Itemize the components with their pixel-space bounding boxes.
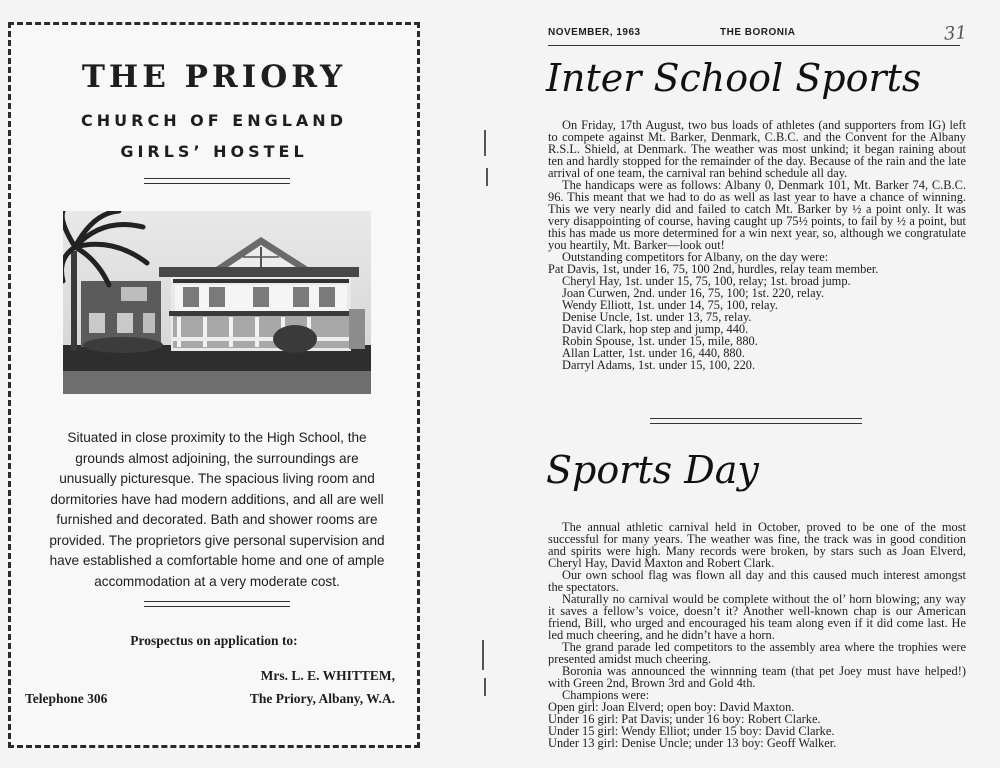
ad-title: THE PRIORY xyxy=(81,59,347,95)
article-paragraph: Outstanding competitors for Albany, on the day were: xyxy=(562,250,829,264)
article-paragraph: On Friday, 17th August, two bus loads of athletes (and supporters from IG) left to compete against Mt. Barker, Denmark, C.B.C. and the Convent for the Albany R.S.L. Shield, at Denmark. The weather was most unkind; it began raining about ten and hardly stopped for the remainder of the day. Because of the rain and the late arrival of one team, the carnival ran behind schedule all day. xyxy=(548,118,966,180)
priory-building-photo xyxy=(63,211,371,394)
ad-prospectus: Prospectus on application to: xyxy=(130,633,298,648)
header-rule xyxy=(548,45,960,46)
ad-subtitle-church: CHURCH OF ENGLAND xyxy=(81,111,347,130)
priory-advertisement xyxy=(8,22,420,748)
header-date: NOVEMBER, 1963 xyxy=(548,27,641,38)
page-number: 31 xyxy=(943,22,968,45)
champion-line: Under 13 girl: Denise Uncle; under 13 boy: Geoff Walker. xyxy=(548,736,837,750)
header-publication: THE BORONIA xyxy=(720,27,796,38)
competitor-line: Allan Latter, 1st. under 16, 440, 880. xyxy=(562,346,745,360)
competitor-line: Joan Curwen, 2nd. under 16, 75, 100; 1st. 220, relay. xyxy=(562,286,825,300)
inter-school-article xyxy=(548,119,966,371)
champion-line: Under 15 girl: Wendy Elliot; under 15 boy: David Clarke. xyxy=(548,724,835,738)
section-divider xyxy=(650,418,862,424)
champion-line: Open girl: Joan Elverd; open boy: David Maxton. xyxy=(548,700,795,714)
competitor-line: David Clark, hop step and jump, 440. xyxy=(562,322,749,336)
competitor-line: Darryl Adams, 1st. under 15, 100, 220. xyxy=(562,358,756,372)
article-paragraph: The handicaps were as follows: Albany 0, Denmark 101, Mt. Barker 74, C.B.C. 96. This meant that we had to do as well as last year to have a chance of winning. This we very nearly did and failed to catch Mt. Barker by ½ a point only. It was very disappointing of course, having caught up 75½ points, to fail by ½ a point, but this has made us more determined for a win next year, so, although we congratulate you heartily, Mt. Barker—look out! xyxy=(548,178,966,252)
article-paragraph: The annual athletic carnival held in October, proved to be one of the most successful for many years. The weather was fine, the track was in good condition and spirits were high. Many records were broken, by stars such as Joan Elverd, Cheryl Hay, David Maxton and Robert Clark. xyxy=(548,520,966,570)
ad-telephone: Telephone 306 xyxy=(25,691,108,706)
competitor-line: Cheryl Hay, 1st. under 15, 75, 100, relay; 1st. broad jump. xyxy=(562,274,851,288)
binding-mark xyxy=(484,678,486,696)
competitor-line: Denise Uncle, 1st. under 13, 75, relay. xyxy=(562,310,752,324)
sports-day-article xyxy=(548,521,966,749)
binding-mark xyxy=(482,640,484,670)
sports-day-title: Sports Day xyxy=(546,448,759,492)
binding-mark xyxy=(484,130,486,156)
article-paragraph: Naturally no carnival would be complete without the ol’ horn blowing; any way it saves a fellow’s voice, doesn’t it? Another well-known chap is our American friend, Bill, who urged and encouraged his team along even if it did come last. He led much cheering, and he didn’t have a horn. xyxy=(548,592,966,642)
article-paragraph: Our own school flag was flown all day and this caused much interest amongst the spectators. xyxy=(548,568,966,594)
ad-description: Situated in close proximity to the High School, the grounds almost adjoining, the surroundings are unusually picturesque. The spacious living room and dormitories have had modern additions, and all are well furnished and decorated. Bath and shower rooms are provided. The proprietors give personal supervision and have established a comfortable home and one of ample accommodation at a very moderate cost. xyxy=(49,430,385,589)
article-paragraph: Boronia was announced the winnning team (that pet Joey must have helped!) with Green 2nd, Brown 3rd and Gold 4th. xyxy=(548,664,966,690)
ad-divider-bottom xyxy=(144,601,290,607)
competitor-line: Robin Spouse, 1st. under 15, mile, 880. xyxy=(562,334,758,348)
ad-divider-top xyxy=(144,178,290,184)
inter-school-title: Inter School Sports xyxy=(546,56,922,100)
article-paragraph: The grand parade led competitors to the assembly area where the trophies were presented amidst much cheering. xyxy=(548,640,966,666)
binding-mark xyxy=(486,168,488,186)
ad-contact-name: Mrs. L. E. WHITTEM, xyxy=(260,668,395,683)
competitor-line: Wendy Elliott, 1st. under 14, 75, 100, relay. xyxy=(562,298,779,312)
ad-subtitle-hostel: GIRLS’ HOSTEL xyxy=(120,142,308,161)
champion-line: Under 16 girl: Pat Davis; under 16 boy: Robert Clarke. xyxy=(548,712,821,726)
article-paragraph: Champions were: xyxy=(562,688,650,702)
competitor-line: Pat Davis, 1st, under 16, 75, 100 2nd, hurdles, relay team member. xyxy=(548,262,879,276)
ad-contact-address: The Priory, Albany, W.A. xyxy=(249,691,395,706)
